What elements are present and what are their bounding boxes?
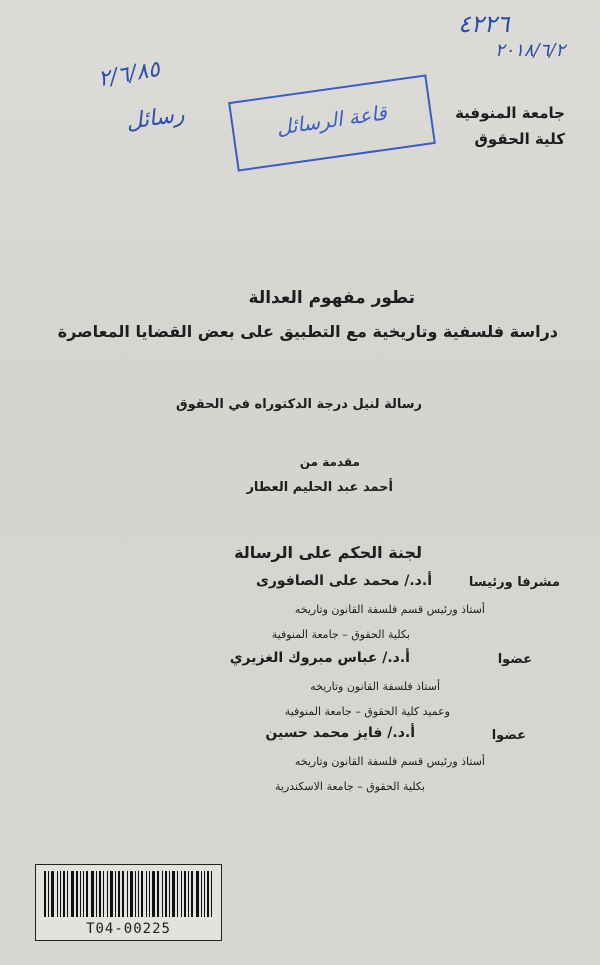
barcode-bar	[152, 871, 155, 917]
barcode-bar	[157, 871, 159, 917]
institution-header	[455, 100, 565, 152]
degree-statement: رسالة لنيل درجة الدكتوراه في الحقوق	[175, 397, 422, 412]
barcode-bar	[86, 871, 88, 917]
barcode-bar	[44, 871, 46, 917]
barcode-bar	[115, 871, 116, 917]
barcode-bar	[211, 871, 212, 917]
barcode-bar	[204, 871, 205, 917]
committee-member-affiliation: وعميد كلية الحقوق – جامعة المنوفية	[284, 705, 450, 718]
barcode-bars	[44, 871, 213, 917]
barcode-bar	[96, 871, 97, 917]
committee-member-name: أ.د./ فايز محمد حسين	[265, 725, 415, 741]
barcode-bar	[67, 871, 68, 917]
barcode-bar	[201, 871, 202, 917]
barcode-bar	[130, 871, 133, 917]
barcode-bar	[172, 871, 175, 917]
barcode-bar	[99, 871, 101, 917]
barcode-bar	[181, 871, 182, 917]
barcode-bar	[162, 871, 163, 917]
barcode-bar	[91, 871, 94, 917]
barcode-bar	[110, 871, 113, 917]
committee-member-role: مشرفا ورئيسا	[468, 575, 560, 590]
barcode-label	[35, 864, 222, 941]
committee-member-affiliation: بكلية الحقوق – جامعة الاسكندرية	[274, 780, 425, 793]
barcode-number: T04-00225	[86, 921, 171, 937]
thesis-subtitle: دراسة فلسفية وتاريخية مع التطبيق على بعض القضايا المعاصرة	[57, 322, 558, 341]
barcode-bar	[184, 871, 186, 917]
committee-member-name: أ.د./ عباس مبروك الغزيري	[229, 650, 410, 666]
barcode-bar	[146, 871, 147, 917]
barcode-bar	[57, 871, 58, 917]
committee-member-title: أستاذ ورئيس قسم فلسفة القانون وتاريخه	[294, 603, 485, 616]
committee-member-affiliation: بكلية الحقوق – جامعة المنوفية	[271, 628, 410, 641]
committee-title: لجنة الحكم على الرسالة	[234, 543, 422, 562]
barcode-bar	[83, 871, 84, 917]
barcode-bar	[141, 871, 143, 917]
thesis-title: تطور مفهوم العدالة	[248, 288, 415, 308]
barcode-bar	[169, 871, 170, 917]
stamp-text: قاعة الرسائل	[274, 100, 389, 140]
handwritten-category-note: رسائل	[124, 102, 187, 135]
committee-member-role: عضوا	[491, 728, 526, 743]
committee-member-title: أستاذ ورئيس قسم فلسفة القانون وتاريخه	[294, 755, 485, 768]
library-stamp	[228, 74, 436, 171]
barcode-bar	[63, 871, 65, 917]
barcode-bar	[107, 871, 108, 917]
committee-member-role: عضوا	[497, 652, 532, 667]
handwritten-shelf-note: ٢/٦/٨٥	[96, 56, 162, 93]
faculty-name: كلية الحقوق	[474, 130, 565, 148]
author-name: أحمد عبد الحليم العطار	[246, 480, 393, 495]
barcode-bar	[118, 871, 120, 917]
barcode-bar	[127, 871, 128, 917]
barcode-bar	[207, 871, 209, 917]
barcode-bar	[138, 871, 139, 917]
barcode-bar	[71, 871, 74, 917]
committee-member-title: أستاذ فلسفة القانون وتاريخه	[310, 680, 440, 693]
barcode-bar	[51, 871, 54, 917]
barcode-bar	[122, 871, 124, 917]
university-name: جامعة المنوفية	[455, 104, 565, 122]
barcode-bar	[149, 871, 150, 917]
presented-by-label: مقدمة من	[299, 455, 360, 469]
barcode-bar	[103, 871, 104, 917]
handwritten-accession-number: ٤٢٢٦	[458, 10, 510, 38]
handwritten-date-note: ٢٠١٨/٦/٢	[495, 40, 566, 61]
barcode-bar	[188, 871, 189, 917]
committee-member-name: أ.د./ محمد على الصافورى	[256, 573, 432, 589]
barcode-bar	[60, 871, 61, 917]
barcode-bar	[48, 871, 49, 917]
barcode-bar	[76, 871, 78, 917]
barcode-bar	[165, 871, 167, 917]
barcode-bar	[177, 871, 178, 917]
barcode-bar	[135, 871, 136, 917]
barcode-bar	[196, 871, 199, 917]
barcode-bar	[191, 871, 193, 917]
barcode-bar	[80, 871, 81, 917]
